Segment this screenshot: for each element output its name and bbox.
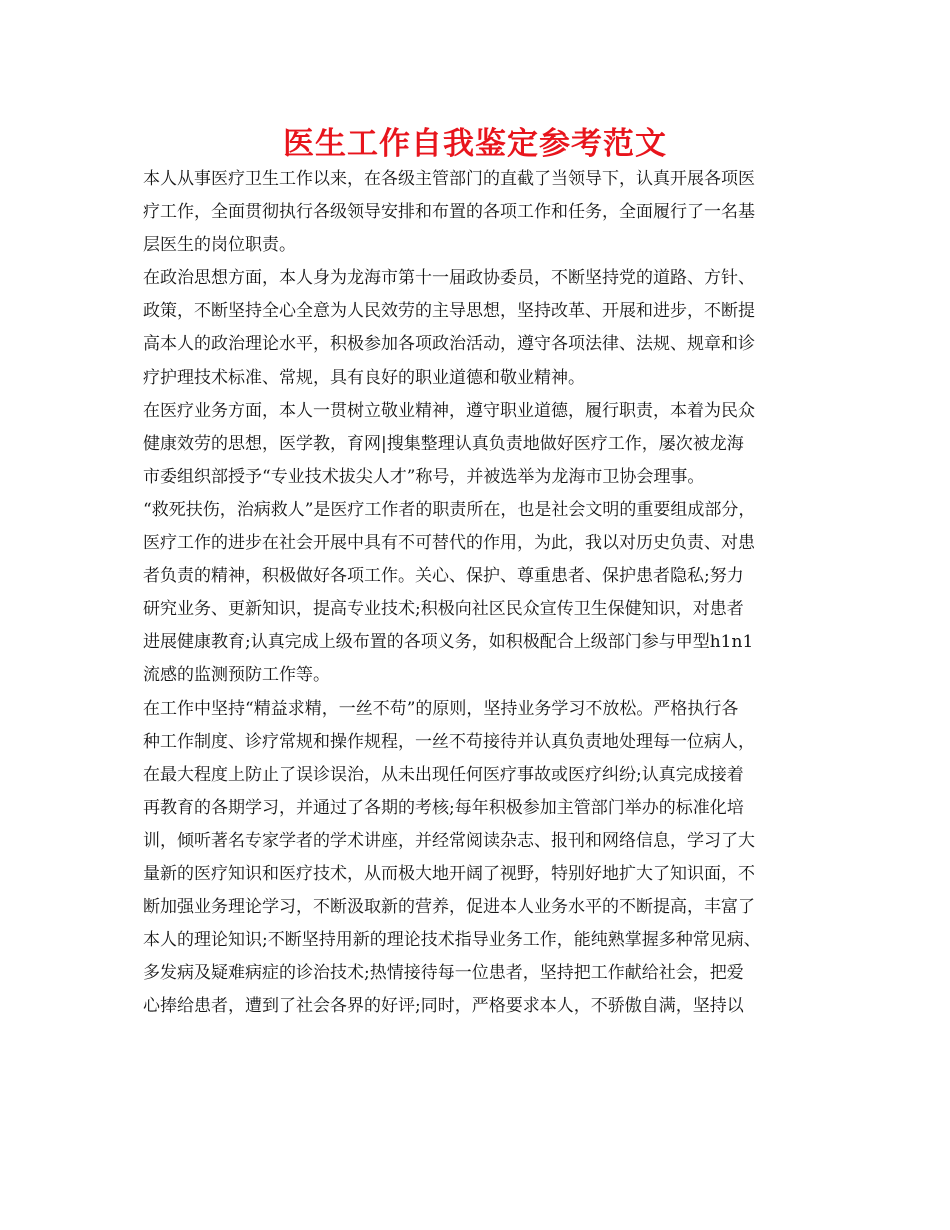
paragraph-line: 在医疗业务方面，本人一贯树立敬业精神，遵守职业道德，履行职责，本着为民众 <box>143 400 755 421</box>
paragraph-line: 高本人的政治理论水平，积极参加各项政治活动，遵守各项法律、法规、规章和诊 <box>143 334 755 355</box>
paragraph-line: 层医生的岗位职责。 <box>143 235 296 256</box>
document-title: 医生工作自我鉴定参考范文 <box>283 126 667 162</box>
paragraph-line: 训，倾听著名专家学者的学术讲座，并经常阅读杂志、报刊和网络信息，学习了大 <box>143 830 755 851</box>
document-body <box>143 163 828 1023</box>
paragraph-line: 再教育的各期学习，并通过了各期的考核;每年积极参加主管部门举办的标准化培 <box>143 797 744 818</box>
paragraph-line: 多发病及疑难病症的诊治技术;热情接待每一位患者，坚持把工作献给社会，把爱 <box>143 963 744 984</box>
paragraph-line: 在政治思想方面，本人身为龙海市第十一届政协委员，不断坚持党的道路、方针、 <box>143 268 755 289</box>
paragraph-5 <box>143 693 828 1024</box>
paragraph-3 <box>143 395 828 494</box>
paragraph-line: 政策，不断坚持全心全意为人民效劳的主导思想，坚持改革、开展和进步，不断提 <box>143 301 755 322</box>
paragraph-line: 种工作制度、诊疗常规和操作规程，一丝不苟接待并认真负责地处理每一位病人， <box>143 731 755 752</box>
paragraph-line: 者负责的精神，积极做好各项工作。关心、保护、尊重患者、保护患者隐私;努力 <box>143 566 744 587</box>
paragraph-line: 研究业务、更新知识，提高专业技术;积极向社区民众宣传卫生保健知识，对患者 <box>143 599 744 620</box>
paragraph-line: 流感的监测预防工作等。 <box>143 665 330 686</box>
paragraph-line: 进展健康教育;认真完成上级布置的各项义务，如积极配合上级部门参与甲型h1n1 <box>143 632 754 653</box>
paragraph-line: 心捧给患者，遭到了社会各界的好评;同时，严格要求本人，不骄傲自满，坚持以 <box>143 996 744 1017</box>
paragraph-line: 疗工作，全面贯彻执行各级领导安排和布置的各项工作和任务，全面履行了一名基 <box>143 202 755 223</box>
paragraph-line: 疗护理技术标准、常规，具有良好的职业道德和敬业精神。 <box>143 367 585 388</box>
paragraph-line: 在工作中坚持“精益求精，一丝不苟”的原则，坚持业务学习不放松。严格执行各 <box>143 698 739 719</box>
paragraph-line: 在最大程度上防止了误诊误治，从未出现任何医疗事故或医疗纠纷;认真完成接着 <box>143 764 744 785</box>
paragraph-4 <box>143 494 828 693</box>
paragraph-line: 本人从事医疗卫生工作以来，在各级主管部门的直截了当领导下，认真开展各项医 <box>143 169 755 189</box>
paragraph-line: 量新的医疗知识和医疗技术，从而极大地开阔了视野，特别好地扩大了知识面，不 <box>143 863 755 884</box>
paragraph-line: 医疗工作的进步在社会开展中具有不可替代的作用，为此，我以对历史负责、对患 <box>143 533 755 554</box>
paragraph-line: 断加强业务理论学习，不断汲取新的营养，促进本人业务水平的不断提高，丰富了 <box>143 897 755 918</box>
paragraph-line: “救死扶伤，治病救人”是医疗工作者的职责所在，也是社会文明的重要组成部分， <box>143 499 756 520</box>
paragraph-line: 健康效劳的思想，医学教，育网|搜集整理认真负责地做好医疗工作，屡次被龙海 <box>143 433 744 454</box>
paragraph-2 <box>143 262 828 394</box>
paragraph-line: 市委组织部授予“专业技术拔尖人才”称号，并被选举为龙海市卫协会理事。 <box>143 466 705 487</box>
paragraph-1 <box>143 163 828 262</box>
paragraph-line: 本人的理论知识;不断坚持用新的理论技术指导业务工作，能纯熟掌握多种常见病、 <box>143 930 761 951</box>
